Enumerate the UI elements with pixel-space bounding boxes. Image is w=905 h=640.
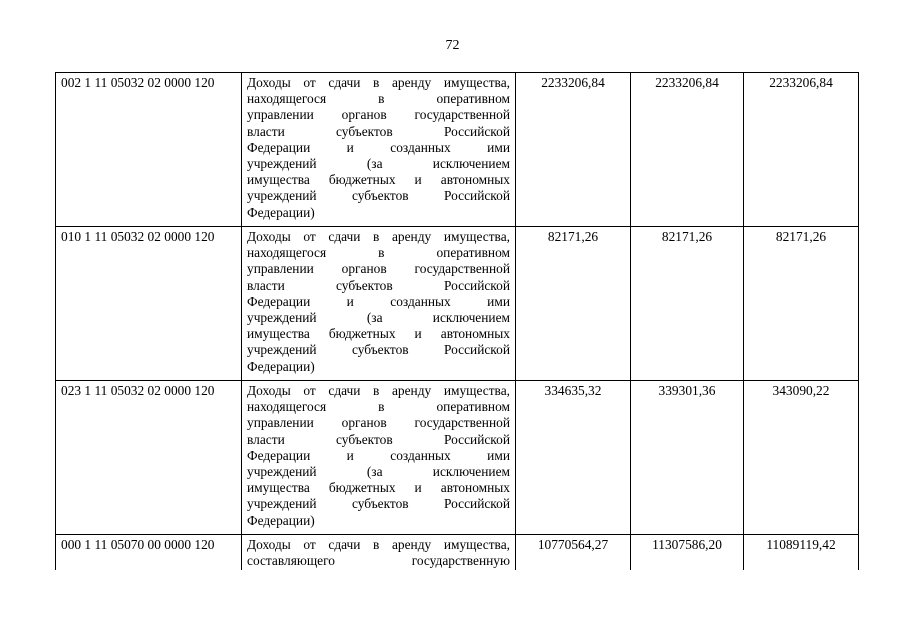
description-line: власти субъектов Российской bbox=[247, 431, 510, 447]
description-line: Федерации) bbox=[247, 204, 315, 220]
description-cell bbox=[242, 227, 516, 381]
amount-cell: 2233206,84 bbox=[516, 73, 631, 227]
description-line: учреждений (за исключением bbox=[247, 310, 510, 326]
amount-cell: 82171,26 bbox=[631, 227, 744, 381]
description-line: имущества бюджетных и автономных bbox=[247, 480, 510, 496]
description-cell bbox=[242, 73, 516, 227]
amount-cell: 11307586,20 bbox=[631, 535, 744, 571]
table-row bbox=[56, 227, 859, 381]
amount-cell: 339301,36 bbox=[631, 381, 744, 535]
description-line: имущества бюджетных и автономных bbox=[247, 172, 510, 188]
description-line: Федерации и созданных ими bbox=[247, 293, 510, 309]
table-row bbox=[56, 381, 859, 535]
amount-cell: 82171,26 bbox=[516, 227, 631, 381]
description-line: находящегося в оперативном bbox=[247, 91, 510, 107]
amount-cell: 11089119,42 bbox=[744, 535, 859, 571]
amount-cell: 2233206,84 bbox=[744, 73, 859, 227]
budget-code-cell: 023 1 11 05032 02 0000 120 bbox=[56, 381, 242, 535]
amount-cell: 2233206,84 bbox=[631, 73, 744, 227]
description-line: учреждений субъектов Российской bbox=[247, 496, 510, 512]
budget-code-cell: 000 1 11 05070 00 0000 120 bbox=[56, 535, 242, 571]
description-line: Доходы от сдачи в аренду имущества, bbox=[247, 537, 510, 552]
budget-code-cell: 010 1 11 05032 02 0000 120 bbox=[56, 227, 242, 381]
description-line: управлении органов государственной bbox=[247, 107, 510, 123]
description-line: составляющего государственную bbox=[247, 553, 510, 569]
description-line: Федерации) bbox=[247, 358, 315, 374]
revenue-table-body bbox=[56, 73, 859, 571]
table-row bbox=[56, 73, 859, 227]
amount-cell: 10770564,27 bbox=[516, 535, 631, 571]
amount-cell: 343090,22 bbox=[744, 381, 859, 535]
page-number: 72 bbox=[445, 38, 460, 53]
budget-code-cell: 002 1 11 05032 02 0000 120 bbox=[56, 73, 242, 227]
description-line: находящегося в оперативном bbox=[247, 245, 510, 261]
description-line: учреждений субъектов Российской bbox=[247, 188, 510, 204]
revenue-table bbox=[55, 72, 859, 570]
amount-cell: 334635,32 bbox=[516, 381, 631, 535]
description-line: власти субъектов Российской bbox=[247, 123, 510, 139]
amount-cell: 82171,26 bbox=[744, 227, 859, 381]
description-line: учреждений субъектов Российской bbox=[247, 342, 510, 358]
description-cell bbox=[242, 381, 516, 535]
description-line: Федерации и созданных ими bbox=[247, 447, 510, 463]
description-line: учреждений (за исключением bbox=[247, 464, 510, 480]
description-line: Доходы от сдачи в аренду имущества, bbox=[247, 383, 510, 398]
description-line: Доходы от сдачи в аренду имущества, bbox=[247, 75, 510, 90]
description-line: управлении органов государственной bbox=[247, 261, 510, 277]
description-line: Федерации) bbox=[247, 512, 315, 528]
description-line: учреждений (за исключением bbox=[247, 156, 510, 172]
description-line: Доходы от сдачи в аренду имущества, bbox=[247, 229, 510, 244]
description-cell bbox=[242, 535, 516, 571]
description-line: власти субъектов Российской bbox=[247, 277, 510, 293]
description-line: находящегося в оперативном bbox=[247, 399, 510, 415]
table-row bbox=[56, 535, 859, 571]
description-line: Федерации и созданных ими bbox=[247, 139, 510, 155]
description-line: имущества бюджетных и автономных bbox=[247, 326, 510, 342]
description-line: управлении органов государственной bbox=[247, 415, 510, 431]
